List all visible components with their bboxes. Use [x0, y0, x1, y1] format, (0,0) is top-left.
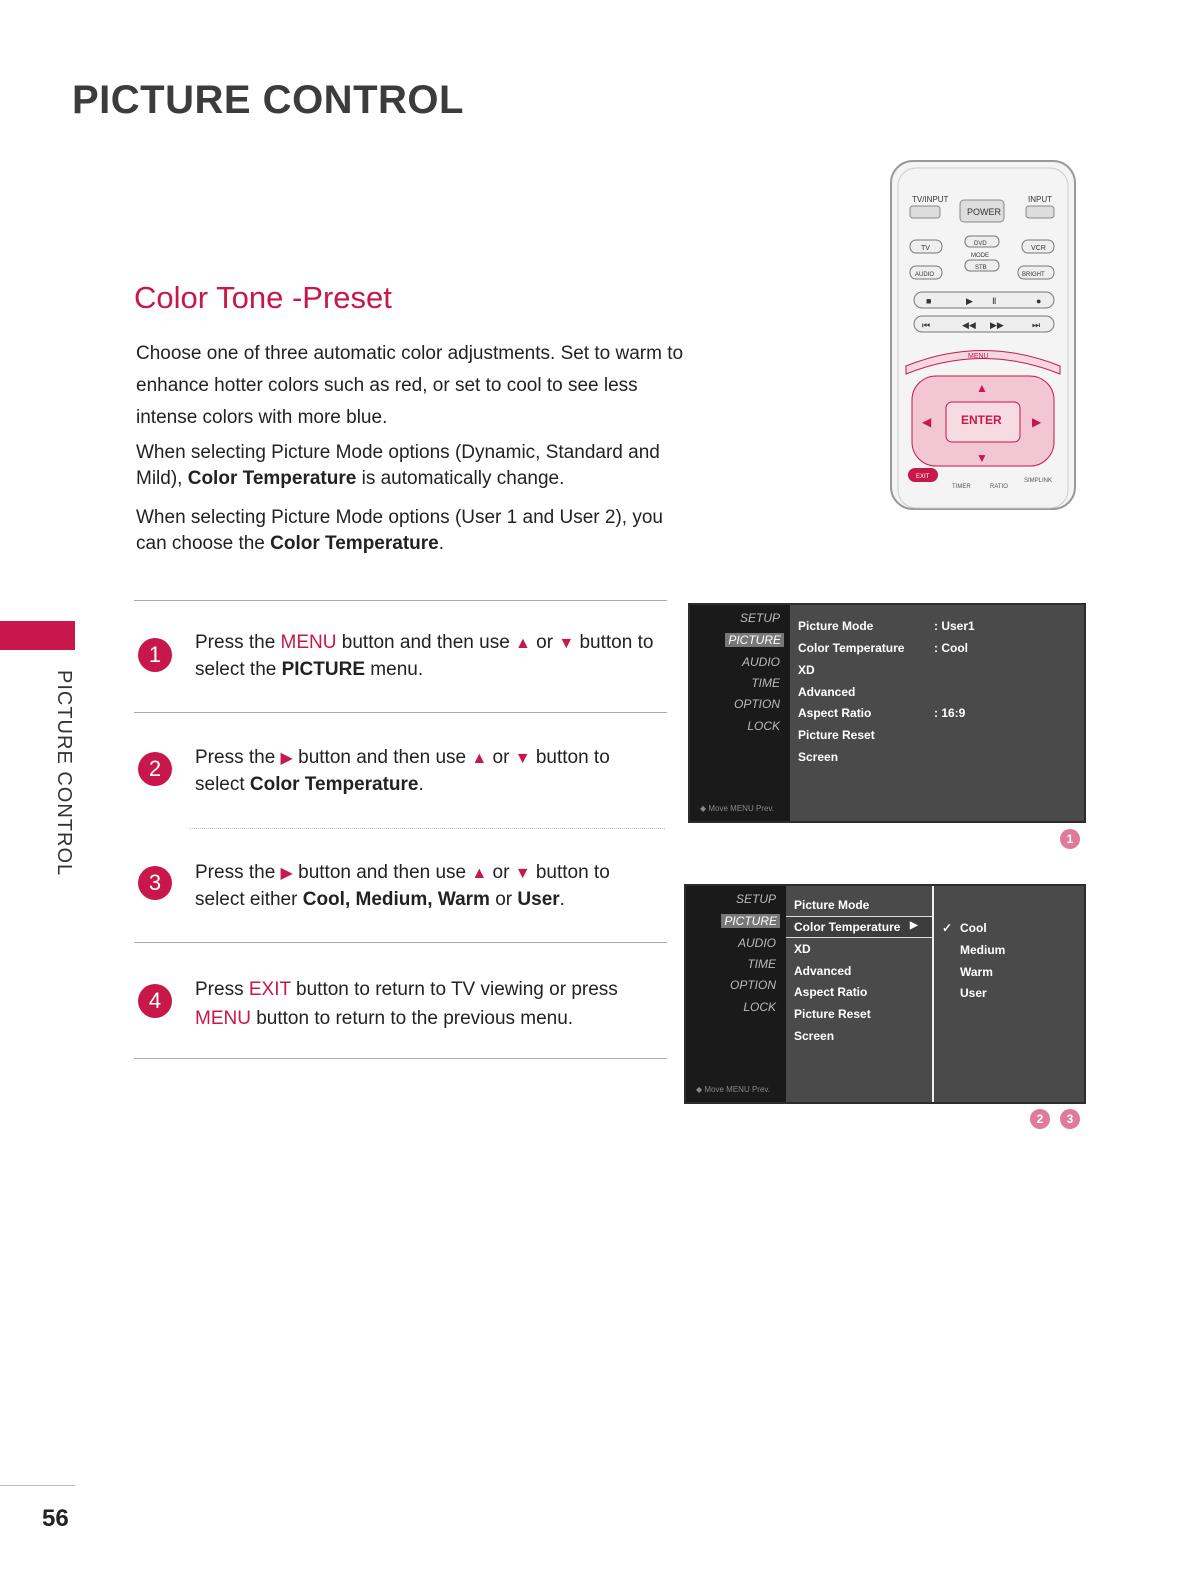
- step-badge: 3: [1060, 1109, 1080, 1129]
- record-icon: ●: [1036, 296, 1042, 306]
- remote-menu-label: MENU: [968, 353, 989, 360]
- s3-c3: or: [489, 889, 518, 910]
- osd-menu-picture: PICTURE: [721, 914, 780, 928]
- step-badge: 1: [1060, 829, 1080, 849]
- s2-t2: button and then use: [292, 747, 472, 768]
- osd-hint: ◆ Move MENU Prev.: [696, 1085, 771, 1094]
- osd-option: Cool: [960, 921, 987, 935]
- osd-divider: [932, 886, 934, 1102]
- s2-or: or: [487, 747, 515, 768]
- remote-tv-label: TV: [921, 245, 930, 252]
- footer-divider: [0, 1485, 75, 1486]
- p3-bold: Color Temperature: [270, 533, 439, 554]
- down-arrow-icon: ▼: [514, 865, 531, 882]
- intro-paragraph-2: [136, 440, 696, 492]
- step-number-2: 2: [138, 752, 172, 786]
- page-title: PICTURE CONTROL: [72, 78, 464, 122]
- osd-row: Screen: [798, 750, 839, 764]
- s2-t3: button to select: [195, 747, 610, 795]
- s1-bold: PICTURE: [281, 659, 366, 680]
- remote-tvinput-label: TV/INPUT: [912, 195, 949, 204]
- remote-stb-label: STB: [975, 265, 987, 271]
- right-arrow-icon: ▶: [1032, 415, 1042, 429]
- osd-row: Picture Mode: [794, 898, 870, 912]
- s1-t3: button to select the: [195, 632, 654, 680]
- stop-icon: ■: [926, 296, 932, 306]
- s3-t2: button and then use: [292, 862, 472, 883]
- step-badge: 2: [1030, 1109, 1050, 1129]
- remote-simplink-label: SIMPLINK: [1024, 478, 1053, 484]
- up-arrow-icon: ▲: [471, 750, 488, 767]
- remote-bright-label: BRIGHT: [1022, 272, 1045, 278]
- osd-menu-option: OPTION: [733, 697, 780, 711]
- remote-control-illustration: [890, 160, 1076, 510]
- s1-t2: button and then use: [336, 632, 516, 653]
- s1-t1: Press the: [195, 632, 281, 653]
- s2-bold: Color Temperature: [249, 774, 419, 795]
- rewind-icon: ◀◀: [962, 320, 976, 330]
- s3-b1: Cool: [302, 889, 345, 910]
- osd-row: Picture Reset: [798, 728, 875, 742]
- side-tab-label: [52, 670, 82, 880]
- osd-hint: ◆ Move MENU Prev.: [700, 804, 775, 813]
- right-arrow-icon: ▶: [280, 865, 293, 882]
- s3-t4: .: [559, 889, 565, 910]
- osd-row: Aspect Ratio: [798, 706, 872, 720]
- step-divider: [134, 1058, 667, 1059]
- s1-or: or: [530, 632, 559, 653]
- down-arrow-icon: ▼: [976, 451, 988, 465]
- section-title: Color Tone -Preset: [134, 280, 392, 315]
- remote-ratio-label: RATIO: [990, 484, 1008, 490]
- osd-menu-lock: LOCK: [747, 719, 780, 733]
- s4-t1: Press: [195, 979, 249, 1000]
- intro-paragraph-1: Choose one of three automatic color adjustments. Set to warm to enhance hotter colors such as red, or set to cool to see less intense colors with more blue.: [136, 343, 684, 428]
- remote-timer-label: TIMER: [952, 484, 971, 490]
- osd-row: Advanced: [794, 964, 852, 978]
- osd-menu-option: OPTION: [729, 978, 776, 992]
- up-arrow-icon: ▲: [471, 865, 488, 882]
- step-divider: [134, 942, 667, 943]
- side-tab-text: PICTURE CONTROL: [53, 670, 75, 877]
- s3-or: or: [487, 862, 515, 883]
- exit-key-label: EXIT: [248, 979, 291, 1000]
- p2-text-a: When selecting Picture Mode options (Dynamic, Standard and Mild),: [136, 442, 660, 489]
- s3-c2: ,: [427, 889, 438, 910]
- menu-key-label: MENU: [195, 1008, 251, 1029]
- s3-b3: Warm: [437, 889, 490, 910]
- osd-row: Screen: [794, 1029, 835, 1043]
- osd-menu-audio: AUDIO: [737, 936, 776, 950]
- p3-text-c: .: [438, 533, 445, 554]
- remote-exit-label: EXIT: [916, 474, 930, 480]
- step-number-3: 3: [138, 866, 172, 900]
- osd-screenshot-2: [684, 884, 1086, 1104]
- osd-screenshot-1: [688, 603, 1086, 823]
- remote-power-label: POWER: [967, 207, 1002, 217]
- right-arrow-icon: ▶: [910, 920, 918, 931]
- skip-forward-icon: ⏭: [1032, 320, 1041, 330]
- osd-row: XD: [794, 942, 811, 956]
- side-tab-bar: [0, 621, 75, 650]
- osd-row: XD: [798, 663, 815, 677]
- fast-forward-icon: ▶▶: [990, 320, 1004, 330]
- step-divider: [134, 600, 667, 601]
- osd-row-value: : 16:9: [934, 706, 966, 720]
- osd-row-value: : User1: [934, 619, 975, 633]
- s4-t3: button to return to the previous menu.: [250, 1008, 574, 1029]
- osd-option: User: [960, 986, 987, 1000]
- check-icon: ✓: [942, 921, 953, 935]
- left-arrow-icon: ◀: [922, 415, 932, 429]
- s3-b4: User: [517, 889, 560, 910]
- s3-c1: ,: [344, 889, 356, 910]
- step-2-text: [195, 745, 655, 798]
- osd-row: Aspect Ratio: [794, 985, 868, 999]
- step-3-text: [195, 860, 655, 913]
- s3-t3: button to select either: [195, 862, 610, 910]
- up-arrow-icon: ▲: [515, 635, 531, 652]
- remote-input-label: INPUT: [1028, 195, 1052, 204]
- right-arrow-icon: ▶: [280, 750, 293, 767]
- skip-back-icon: ⏮: [922, 320, 931, 330]
- osd-sidebar: [690, 605, 790, 821]
- remote-mode-label: MODE: [971, 253, 989, 259]
- p3-text-a: When selecting Picture Mode options (User 1 and User 2), you can choose the: [136, 507, 663, 554]
- osd-menu-time: TIME: [751, 676, 780, 690]
- s3-t1: Press the: [195, 862, 281, 883]
- osd-row: Picture Mode: [798, 619, 874, 633]
- step-4-text: [195, 975, 655, 1033]
- s3-b2: Medium: [355, 889, 428, 910]
- s2-t1: Press the: [195, 747, 281, 768]
- up-arrow-icon: ▲: [976, 381, 988, 395]
- down-arrow-icon: ▼: [514, 750, 531, 767]
- step-divider: [134, 712, 667, 713]
- osd-menu-lock: LOCK: [743, 1000, 776, 1014]
- remote-audio-label: AUDIO: [915, 272, 935, 278]
- remote-vcr-label: VCR: [1031, 245, 1046, 252]
- remote-enter-label: ENTER: [961, 413, 1002, 427]
- remote-dvd-label: DVD: [974, 241, 987, 247]
- s1-t4: menu.: [365, 659, 424, 680]
- s2-t4: .: [418, 774, 424, 795]
- page-number: 56: [42, 1505, 69, 1532]
- intro-paragraph-3: [136, 505, 696, 557]
- osd-row: Color Temperature: [798, 641, 905, 655]
- osd-menu-time: TIME: [747, 957, 776, 971]
- osd-option: Warm: [960, 965, 993, 979]
- menu-key-label: MENU: [280, 632, 337, 653]
- osd-sidebar: [686, 886, 786, 1102]
- osd-row-selected: Color Temperature: [794, 920, 901, 934]
- s4-t2: button to return to TV viewing or press: [290, 979, 618, 1000]
- osd-option: Medium: [960, 943, 1006, 957]
- osd-row-value: : Cool: [934, 641, 968, 655]
- step-divider-dotted: [190, 828, 665, 829]
- osd-row: Advanced: [798, 685, 856, 699]
- osd-menu-setup: SETUP: [735, 892, 776, 906]
- play-icon: ▶: [966, 296, 973, 306]
- step-number-4: 4: [138, 984, 172, 1018]
- osd-menu-audio: AUDIO: [741, 655, 780, 669]
- osd-menu-picture: PICTURE: [725, 633, 784, 647]
- step-number-1: 1: [138, 638, 172, 672]
- osd-row: Picture Reset: [794, 1007, 871, 1021]
- p2-bold: Color Temperature: [187, 468, 357, 489]
- pause-icon: Ⅱ: [992, 296, 997, 306]
- step-1-text: [195, 630, 655, 683]
- osd-menu-setup: SETUP: [739, 611, 780, 625]
- p2-text-c: is automatically change.: [356, 468, 565, 489]
- down-arrow-icon: ▼: [558, 635, 575, 652]
